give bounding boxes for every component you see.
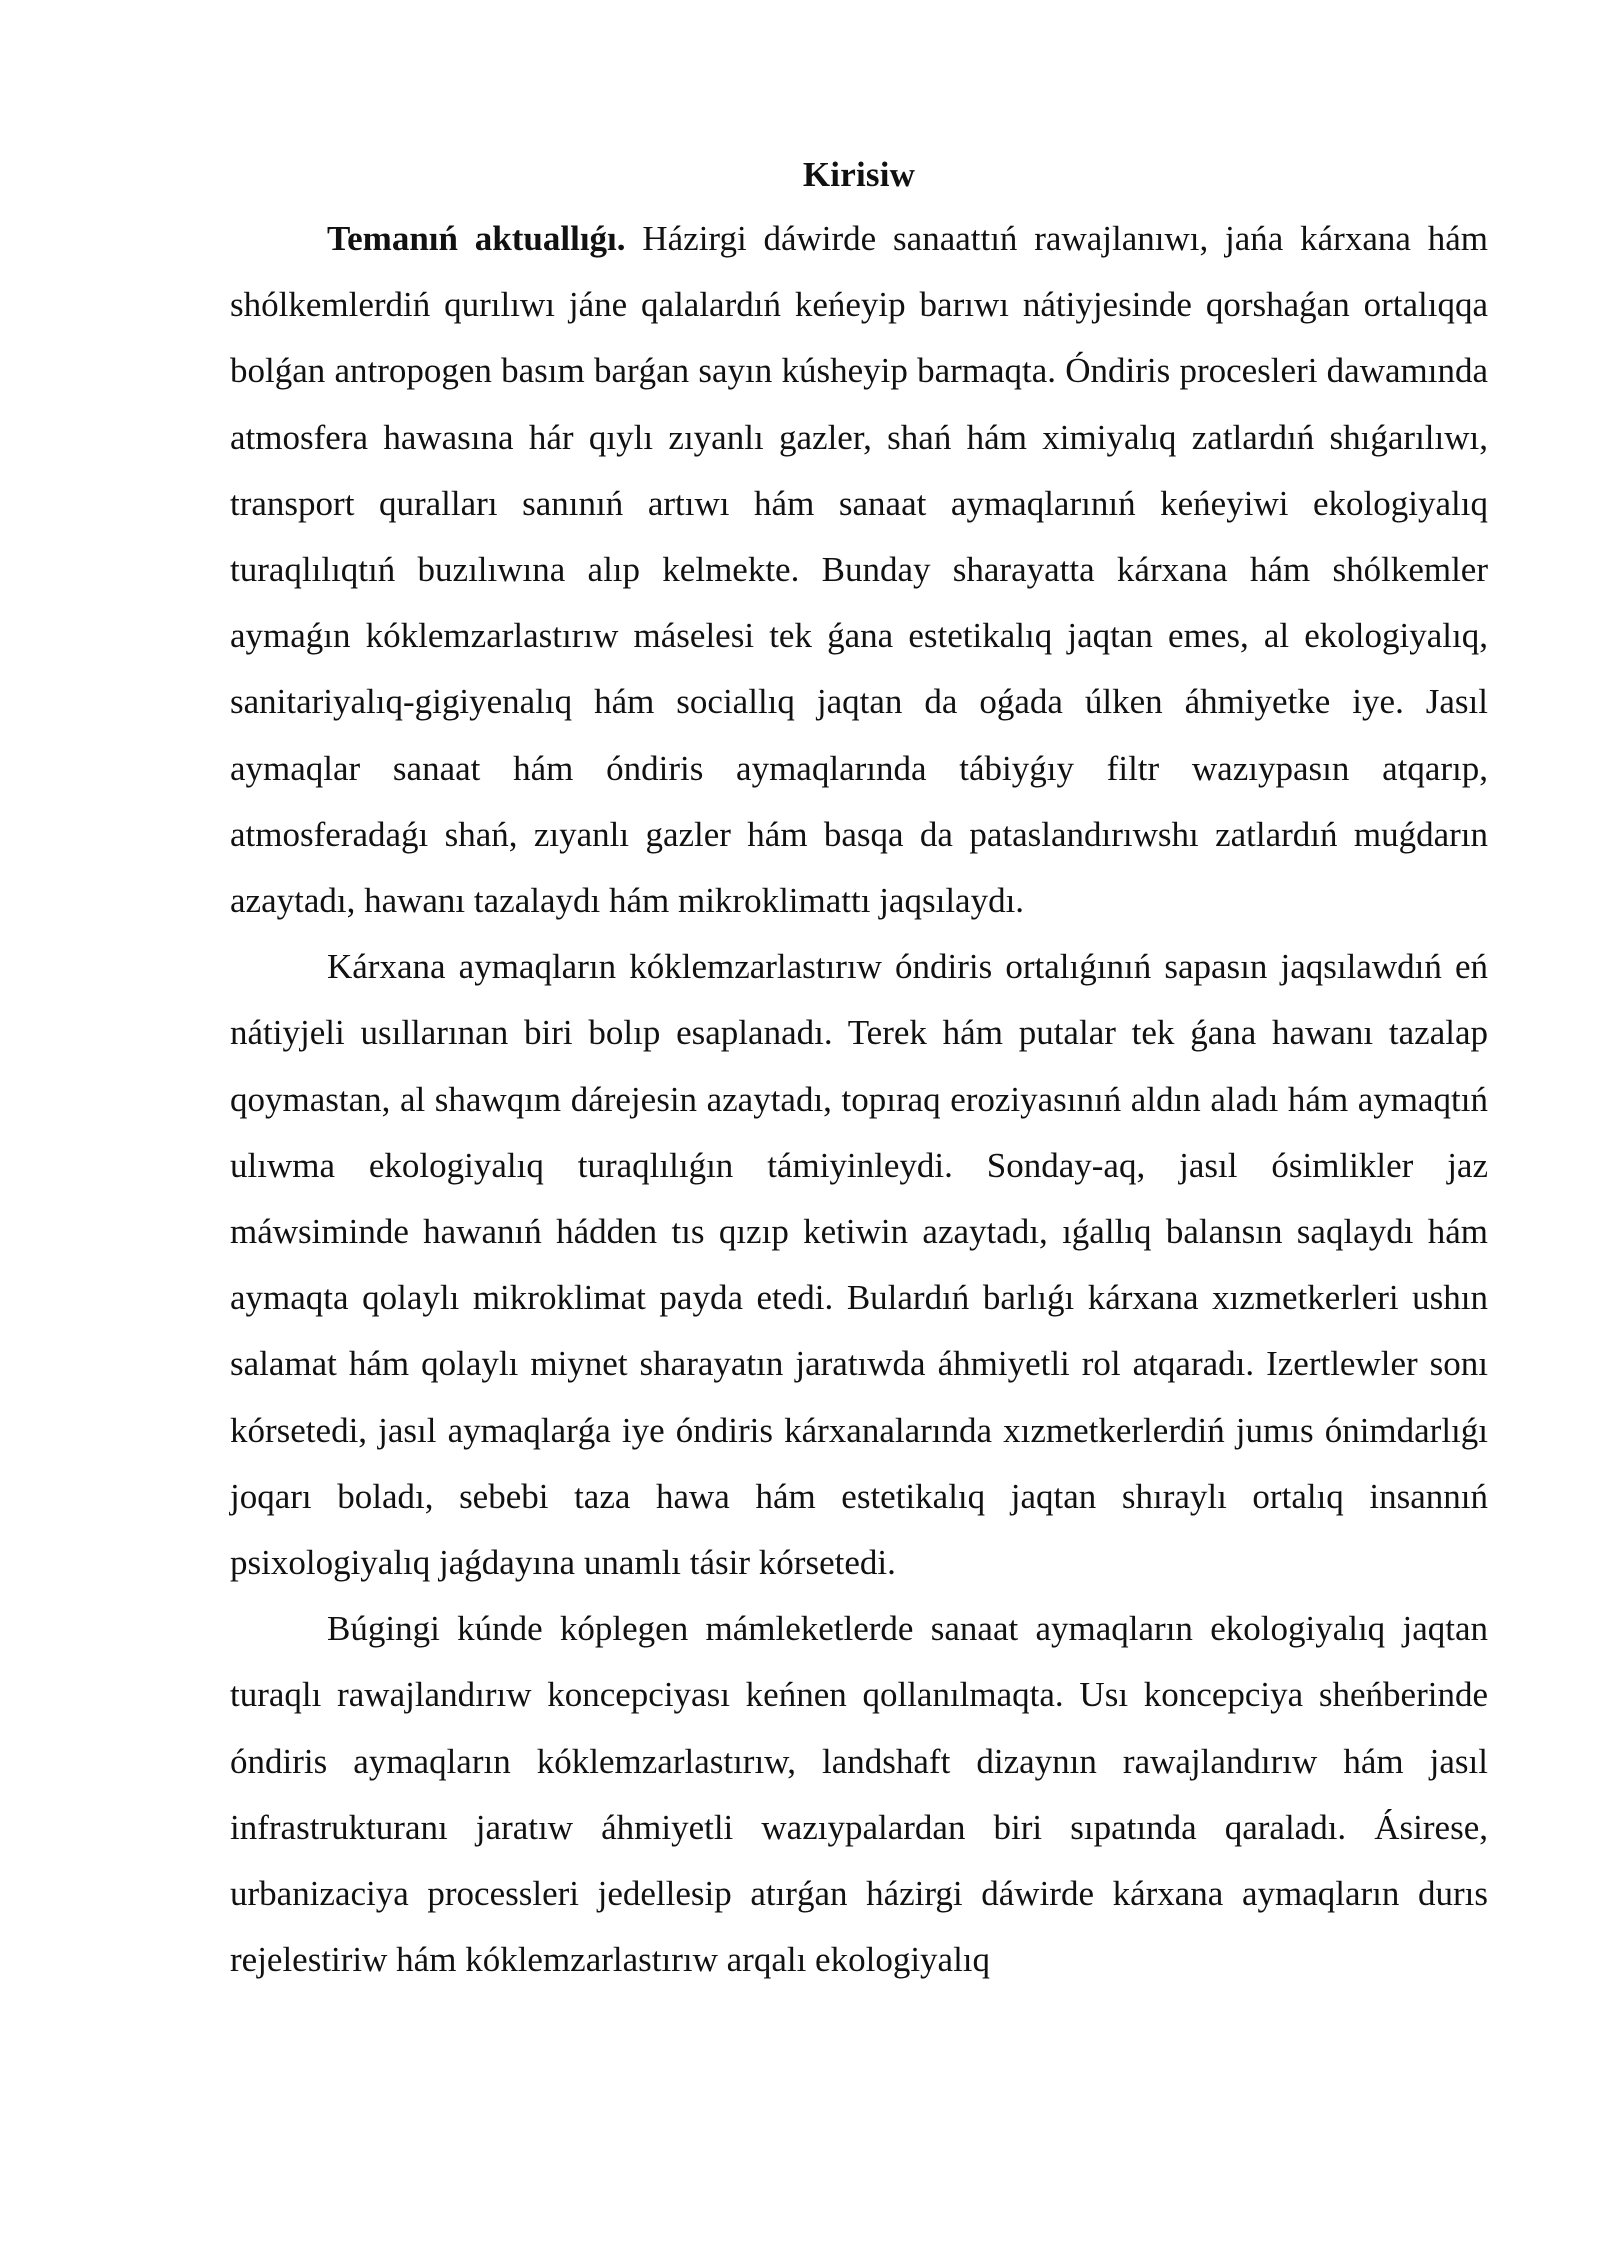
paragraph-3-text: Búgingi kúnde kóplegen mámleketlerde sanaat aymaqların ekologiyalıq jaqtan turaqlı rawajlandırıw koncepciyası keńnen qollanılmaqta. Usı koncepciya sheńberinde óndiris aymaqların kóklemzarlastırıw, landshaft dizaynın rawajlandırıw hám jasıl infrastrukturanı jaratıw áhmiyetli wazıypalardan biri sıpatında qaraladı. Ásirese, urbanizaciya processleri jedellesip atırǵan házirgi dáwirde kárxana aymaqların durıs rejelestiriw hám kóklemzarlastırıw arqalı ekologiyalıq [230, 1609, 1488, 1980]
paragraph-1 [230, 206, 1488, 934]
page-title: Kirisiw [802, 155, 916, 194]
document-body [230, 150, 1488, 1993]
paragraph-lead-bold: Temanıń aktuallıǵı. [327, 219, 626, 258]
paragraph-3 [230, 1596, 1488, 1993]
paragraph-2-text: Kárxana aymaqların kóklemzarlastırıw óndiris ortalıǵınıń sapasın jaqsılawdıń eń nátiyjeli usıllarınan biri bolıp esaplanadı. Terek hám putalar tek ǵana hawanı tazalap qoymastan, al shawqım dárejesin azaytadı, topıraq eroziyasınıń aldın aladı hám aymaqtıń ulıwma ekologiyalıq turaqlılıǵın támiyinleydi. Sonday-aq, jasıl ósimlikler jaz máwsiminde hawanıń hádden tıs qızıp ketiwin azaytadı, ıǵallıq balansın saqlaydı hám aymaqta qolaylı mikroklimat payda etedi. Bulardıń barlıǵı kárxana xızmetkerleri ushın salamat hám qolaylı miynet sharayatın jaratıwda áhmiyetli rol atqaradı. Izertlewler sonı kórsetedi, jasıl aymaqlarǵa iye óndiris kárxanalarında xızmetkerlerdiń jumıs ónimdarlıǵı joqarı boladı, sebebi taza hawa hám estetikalıq jaqtan shıraylı ortalıq insannıń psixologiyalıq jaǵdayına unamlı tásir kórsetedi. [230, 947, 1488, 1583]
paragraph-1-text: Házirgi dáwirde sanaattıń rawajlanıwı, jańa kárxana hám shólkemlerdiń qurılıwı jáne qalalardıń keńeyip barıwı nátiyjesinde qorshaǵan ortalıqqa bolǵan antropogen basım barǵan sayın kúsheyip barmaqta. Óndiris procesleri dawamında atmosfera hawasına hár qıylı zıyanlı gazler, shań hám ximiyalıq zatlardıń shıǵarılıwı, transport quralları sanınıń artıwı hám sanaat aymaqlarınıń keńeyiwi ekologiyalıq turaqlılıqtıń buzılıwına alıp kelmekte. Bunday sharayatta kárxana hám shólkemler aymaǵın kóklemzarlastırıw máselesi tek ǵana estetikalıq jaqtan emes, al ekologiyalıq, sanitariyalıq-gigiyenalıq hám sociallıq jaqtan da oǵada úlken áhmiyetke iye. Jasıl aymaqlar sanaat hám óndiris aymaqlarında tábiyǵıy filtr wazıypasın atqarıp, atmosferadaǵı shań, zıyanlı gazler hám basqa da pataslandırıwshı zatlardıń muǵdarın azaytadı, hawanı tazalaydı hám mikroklimattı jaqsılaydı. [230, 219, 1488, 921]
paragraph-2 [230, 934, 1488, 1596]
